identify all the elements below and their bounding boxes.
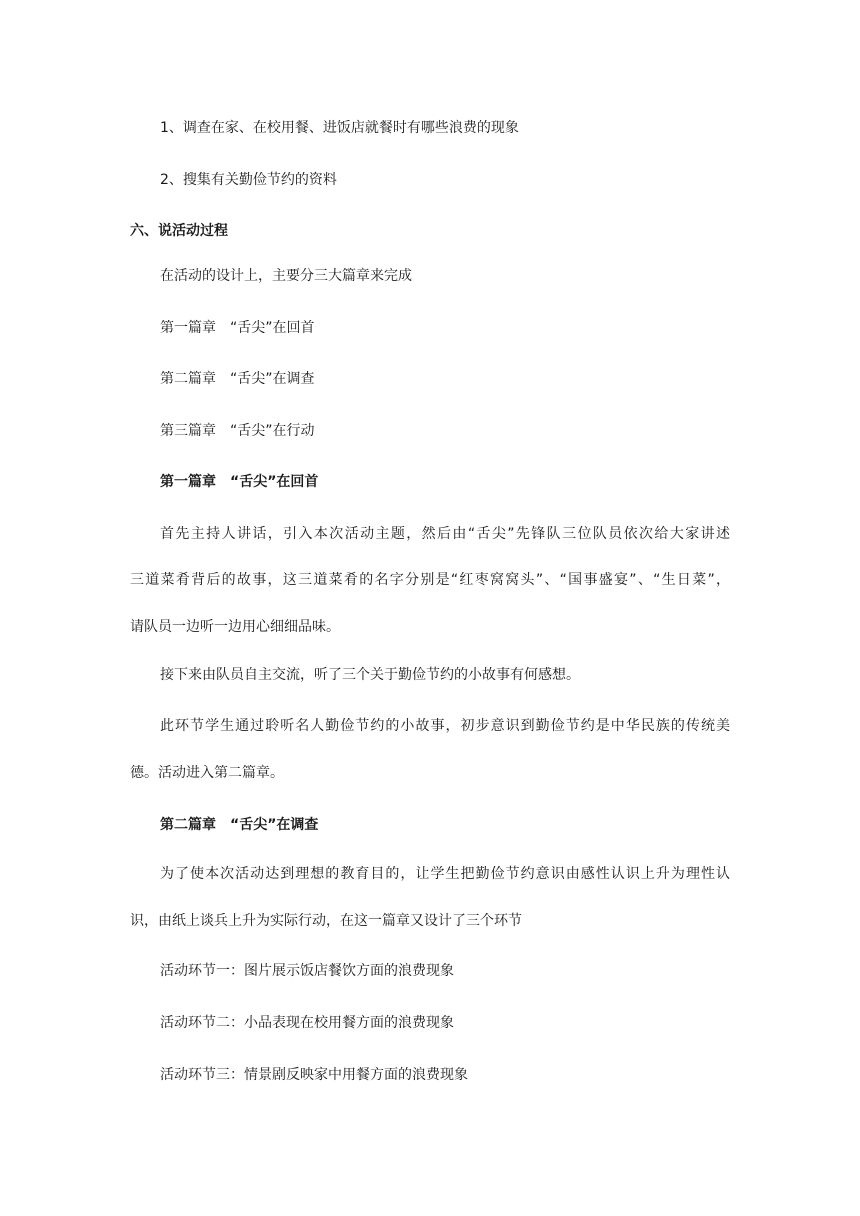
paragraph-line: 为了使本次活动达到理想的教育目的，让学生把勤俭节约意识由感性认识上升为理性认 [160, 866, 730, 882]
paragraph-line: 此环节学生通过聆听名人勤俭节约的小故事，初步意识到勤俭节约是中华民族的传统美 [160, 718, 730, 734]
paragraph-line: 三道菜肴背后的故事，这三道菜肴的名字分别是“红枣窝窝头”、“国事盛宴”、“生日菜”， [130, 572, 730, 588]
activity-step-3: 活动环节三：情景剧反映家中用餐方面的浪费现象 [160, 1067, 468, 1083]
activity-step-1: 活动环节一：图片展示饭店餐饮方面的浪费现象 [160, 963, 454, 979]
chapter-list-item-1: 第一篇章 “舌尖”在回首 [160, 320, 315, 336]
chapter-list-item-3: 第三篇章 “舌尖”在行动 [160, 423, 315, 439]
paragraph-line: 请队员一边听一边用心细细品味。 [130, 619, 340, 635]
chapter-1-heading: 第一篇章 “舌尖”在回首 [160, 474, 319, 490]
survey-item-1: 1、调查在家、在校用餐、进饭店就餐时有哪些浪费的现象 [160, 120, 519, 136]
paragraph-line: 首先主持人讲话，引入本次活动主题，然后由“舌尖”先锋队三位队员依次给大家讲述 [160, 526, 730, 542]
paragraph-line: 接下来由队员自主交流，听了三个关于勤俭节约的小故事有何感想。 [160, 667, 580, 683]
chapter-2-heading: 第二篇章 “舌尖”在调查 [160, 817, 319, 833]
paragraph-intro: 在活动的设计上，主要分三大篇章来完成 [160, 268, 412, 284]
activity-step-2: 活动环节二：小品表现在校用餐方面的浪费现象 [160, 1015, 454, 1031]
paragraph-line: 识，由纸上谈兵上升为实际行动，在这一篇章又设计了三个环节 [130, 913, 522, 929]
chapter-list-item-2: 第二篇章 “舌尖”在调查 [160, 371, 315, 387]
paragraph-line: 德。活动进入第二篇章。 [130, 765, 284, 781]
section-heading: 六、说活动过程 [130, 223, 228, 239]
survey-item-2: 2、搜集有关勤俭节约的资料 [160, 172, 337, 188]
